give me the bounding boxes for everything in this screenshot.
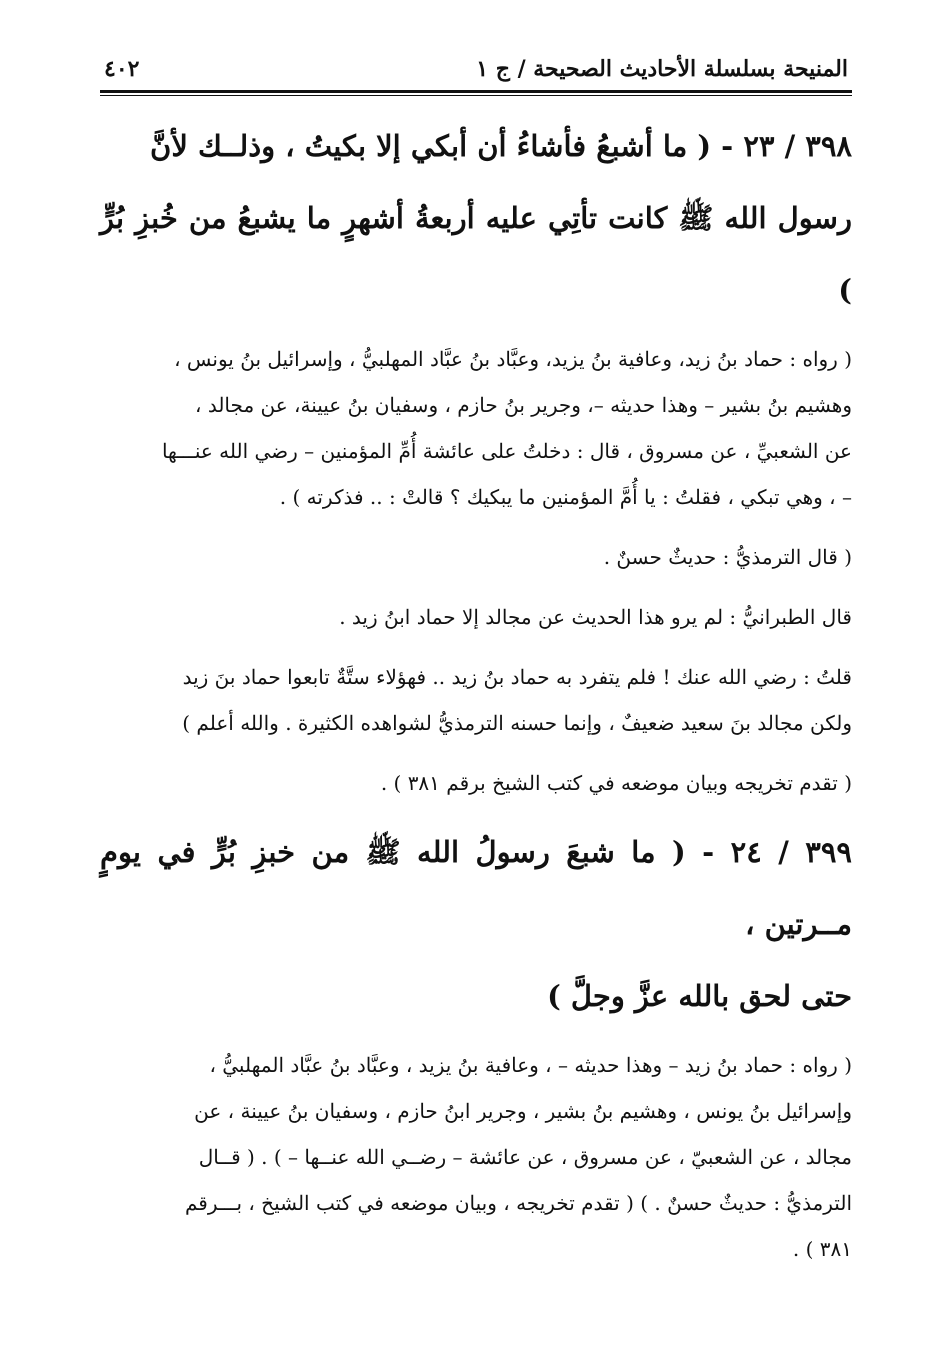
narration-line: عن الشعبيِّ ، عن مسروق ، قال : دخلتُ على عائشة أُمِّ المؤمنين – رضي الله عنـــها xyxy=(161,439,852,463)
narration-line: وإسرائيل بنُ يونس ، وهشيم بنُ بشير ، وجرير ابنُ حازم ، وسفيان بنُ عيينة ، عن xyxy=(194,1099,852,1123)
comment-line: ولكن مجالد بنَ سعيد ضعيفٌ ، وإنما حسنه الترمذيُّ لشواهده الكثيرة . والله أعلم ) xyxy=(182,711,852,735)
narration-399 xyxy=(100,1042,852,1272)
narration-398 xyxy=(100,336,852,520)
hadith-text-line: ٣٩٨ / ٢٣ - ( ما أشبعُ فأشاءُ أن أبكي إلا بكيتُ ، وذلــك لأنَّ xyxy=(150,129,852,163)
comment-line: قلتُ : رضي الله عنك ! فلم يتفرد به حماد بنُ زيد .. فهؤلاء ستَّةٌ تابعوا حماد بنَ زيد xyxy=(182,665,852,689)
page-number: ٤٠٢ xyxy=(104,56,140,82)
narration-line: الترمذيُّ : حديثٌ حسنٌ . ) ( تقدم تخريجه ، وبيان موضعه في كتب الشيخ ، بـــرقم xyxy=(184,1191,852,1215)
book-title: المنيحة بسلسلة الأحاديث الصحيحة / ج ١ xyxy=(476,56,848,82)
book-page xyxy=(100,52,852,1272)
takhrij-note-398: ( تقدم تخريجه وبيان موضعه في كتب الشيخ برقم ٣٨١ ) . xyxy=(380,771,852,795)
hadith-text-line: ٣٩٩ / ٢٤ - ( ما شبعَ رسولُ الله ﷺ من خبزِ بُرٍّ في يومٍ مــرتين ، xyxy=(100,835,852,941)
tabarani-note: قال الطبرانيُّ : لم يرو هذا الحديث عن مجالد إلا حماد ابنُ زيد . xyxy=(339,605,852,629)
hadith-399 xyxy=(100,816,852,1032)
running-header xyxy=(100,52,852,88)
narration-line: – ، وهي تبكي ، فقلتُ : يا أُمَّ المؤمنين ما يبكيك ؟ قالتْ : .. فذكرته ) . xyxy=(279,485,852,509)
header-rule-thick xyxy=(100,90,852,93)
tirmidhi-grade: ( قال الترمذيُّ : حديثٌ حسنٌ . xyxy=(603,545,852,569)
hadith-text-line: حتى لحق بالله عزَّ وجلَّ ) xyxy=(547,979,852,1013)
hadith-398 xyxy=(100,110,852,326)
author-comment-398 xyxy=(100,654,852,746)
narration-line: ( رواه : حماد بنُ زيد – وهذا حديثه – ، وعافية بنُ يزيد ، وعبَّاد بنُ عبَّاد المهلبيُّ ، xyxy=(209,1053,852,1077)
narration-line: مجالد ، عن الشعبيّ ، عن مسروق ، عن عائشة – رضــي الله عنــها – ) . ( قــال xyxy=(198,1145,852,1169)
narration-line: وهشيم بنُ بشير – وهذا حديثه –، وجرير بنُ حازم ، وسفيان بنُ عيينة، عن مجالد ، xyxy=(195,393,852,417)
narration-line: ( رواه : حماد بنُ زيد، وعافية بنُ يزيد، وعبَّاد بنُ عبَّاد المهلبيُّ ، وإسرائيل بنُ يونس ، xyxy=(174,347,852,371)
narration-line: ٣٨١ ) . xyxy=(792,1237,852,1261)
hadith-text-line: رسول الله ﷺ كانت تأتِي عليه أربعةُ أشهرٍ ما يشبعُ من خُبزِ بُرٍّ ) xyxy=(100,201,852,307)
